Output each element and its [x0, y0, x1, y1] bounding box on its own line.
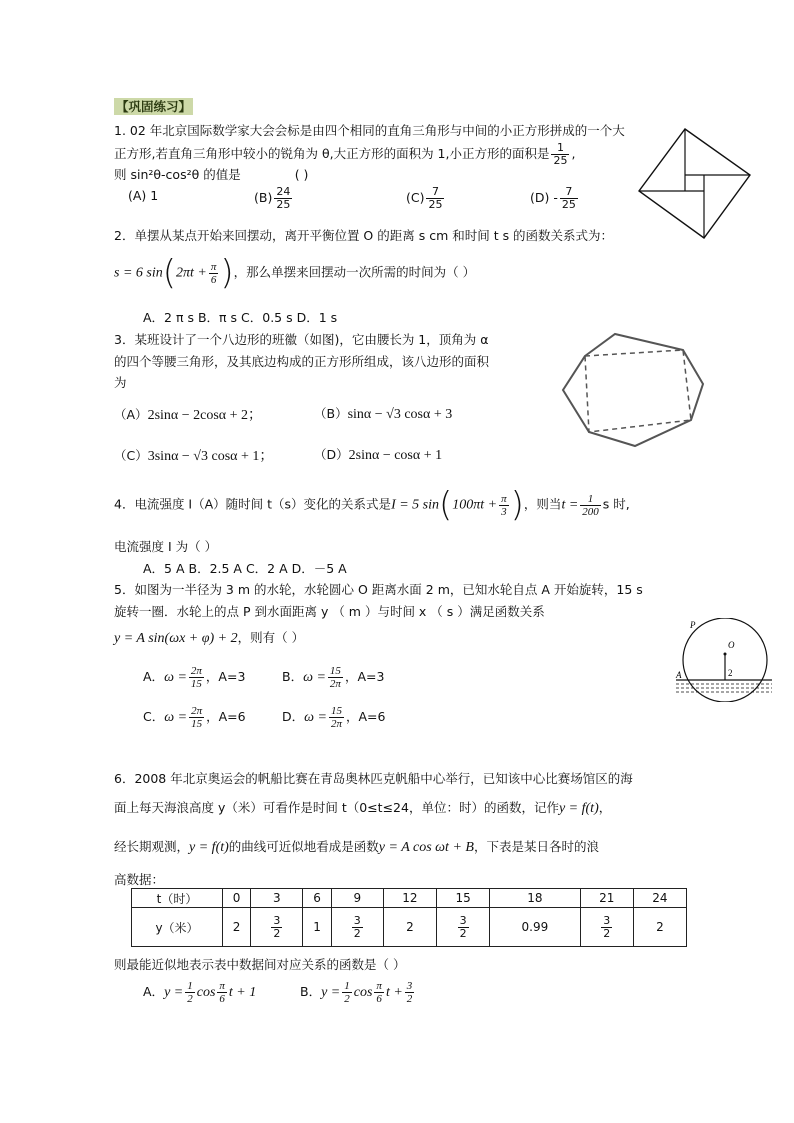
table-cell: 18	[490, 889, 580, 908]
table-cell: 0.99	[490, 908, 580, 947]
q1-option-c: (C) $\frac{7}{25}$	[406, 185, 443, 211]
q5-figure-water-wheel	[672, 618, 772, 702]
table-cell: 2	[223, 908, 251, 947]
q6-option-a: A．y = $\frac{1}{2}$ cos $\frac{\pi}{6}$ t + 1	[143, 980, 257, 1005]
q6-option-b: B．y = $\frac{1}{2}$ cos $\frac{\pi}{6}$ t + $\frac{3}{2}$	[300, 980, 413, 1005]
q5-fig-label-o: O	[728, 640, 735, 650]
table-cell: 2	[383, 908, 436, 947]
q1-line3: 则 sin²θ-cos²θ 的值是 ( )	[114, 167, 309, 182]
table-cell: 0	[223, 889, 251, 908]
q5-line2: 旋转一圈．水轮上的点 P 到水面距离 y （ m ）与时间 x （ s ）满足函数关系	[114, 604, 545, 619]
table-cell: 3	[251, 889, 303, 908]
q5-option-a: A．ω = $\frac{2\pi}{15}$ ，A=3	[143, 665, 246, 690]
q1-frac: $\frac{1}{25}$	[553, 141, 568, 167]
q1-option-a: (A) 1	[128, 188, 159, 203]
q5-fig-label-p: P	[690, 620, 696, 630]
q4-line2: 电流强度 I 为（ ）	[114, 539, 218, 554]
q3-line1: 3．某班设计了一个八边形的班徽（如图)，它由腰长为 1，顶角为 α	[114, 332, 489, 347]
table-header-row	[132, 889, 687, 908]
q5-formula: y = A sin(ωx + φ) + 2，则有（ ）	[114, 630, 305, 646]
q3-option-a: （A）2sinα − 2cosα + 2；	[114, 407, 263, 423]
table-row	[132, 908, 687, 947]
table-cell: $\frac{3}{2}$	[331, 908, 383, 947]
q5-option-b: B．ω = $\frac{15}{2\pi}$ ，A=3	[282, 665, 385, 690]
q2-formula: s = 6 sin(2πt + $\frac{\pi}{6}$ )，那么单摆来回摆动一次所需的时间为（ ）	[114, 253, 476, 293]
q3-option-d: （D）2sinα − cosα + 1	[314, 447, 443, 463]
q2-options: A．2 π s B．π s C．0.5 s D．1 s	[143, 310, 338, 325]
q5-option-d: D．ω = $\frac{15}{2\pi}$ ，A=6	[282, 705, 386, 730]
section-title: 【巩固练习】	[116, 99, 192, 114]
table-cell: 6	[303, 889, 331, 908]
q5-option-c: C．ω = $\frac{2\pi}{15}$ ，A=6	[143, 705, 246, 730]
q3-option-c: （C）3sinα − √3 cosα + 1；	[114, 448, 274, 464]
q6-line2: 面上每天海浪高度 y（米）可看作是时间 t（0≤t≤24，单位：时）的函数，记作y = f(t)，	[114, 800, 612, 816]
table-cell: y（米）	[132, 908, 223, 947]
table-cell: 2	[633, 908, 686, 947]
table-cell: 12	[383, 889, 436, 908]
q4-options: A．5 A B．2.5 A C．2 A D．－5 A	[143, 561, 347, 576]
table-cell: $\frac{3}{2}$	[437, 908, 490, 947]
q5-line1: 5．如图为一半径为 3 m 的水轮，水轮圆心 O 距离水面 2 m，已知水轮自点 A 开始旋转，15 s	[114, 582, 643, 597]
table-cell: $\frac{3}{2}$	[251, 908, 303, 947]
q6-line5: 则最能近似地表示表中数据间对应关系的函数是（ ）	[114, 957, 406, 972]
table-cell: $\frac{3}{2}$	[580, 908, 633, 947]
q3-line2: 的四个等腰三角形，及其底边构成的正方形所组成，该八边形的面积	[114, 354, 490, 369]
table-cell: 1	[303, 908, 331, 947]
q3-figure-octagon	[555, 328, 715, 450]
q3-line3: 为	[114, 375, 127, 390]
q4-line1: 4．电流强度 I（A）随时间 t（s）变化的关系式是I = 5 sin(100πt + $\frac{\pi}{3}$ )，则当t = $\frac{1}{200}$ s 时,	[114, 485, 630, 525]
q3-option-b: （B）sinα − √3 cosα + 3	[314, 406, 453, 422]
table-cell: 9	[331, 889, 383, 908]
q6-line3: 经长期观测，y = f(t)的曲线可近似地看成是函数y = A cos ωt + B，下表是某日各时的浪	[114, 839, 599, 855]
q1-option-b: (B) $\frac{24}{25}$	[254, 185, 291, 211]
q5-fig-label-2: 2	[728, 668, 733, 678]
q1-line2: 正方形,若直角三角形中较小的锐角为 θ,大正方形的面积为 1,小正方形的面积是 $\frac{1}{25}$ ,	[114, 141, 576, 167]
table-cell: t（时）	[132, 889, 223, 908]
q1-option-d: (D) - $\frac{7}{25}$	[530, 185, 576, 211]
q2-line1: 2．单摆从某点开始来回摆动，离开平衡位置 O 的距离 s cm 和时间 t s 的函数关系式为：	[114, 228, 614, 243]
q1-line1: 1. 02 年北京国际数学家大会会标是由四个相同的直角三角形与中间的小正方形拼成的一个大	[114, 123, 625, 138]
q6-line4: 高数据：	[114, 872, 165, 887]
table-cell: 15	[437, 889, 490, 908]
q5-fig-label-a: A	[676, 670, 682, 680]
wave-height-table	[131, 888, 687, 947]
table-cell: 24	[633, 889, 686, 908]
table-cell: 21	[580, 889, 633, 908]
q6-line1: 6．2008 年北京奥运会的帆船比赛在青岛奥林匹克帆船中心举行，已知该中心比赛场馆区的海	[114, 771, 633, 786]
q1-figure-square-pinwheel	[636, 127, 754, 239]
